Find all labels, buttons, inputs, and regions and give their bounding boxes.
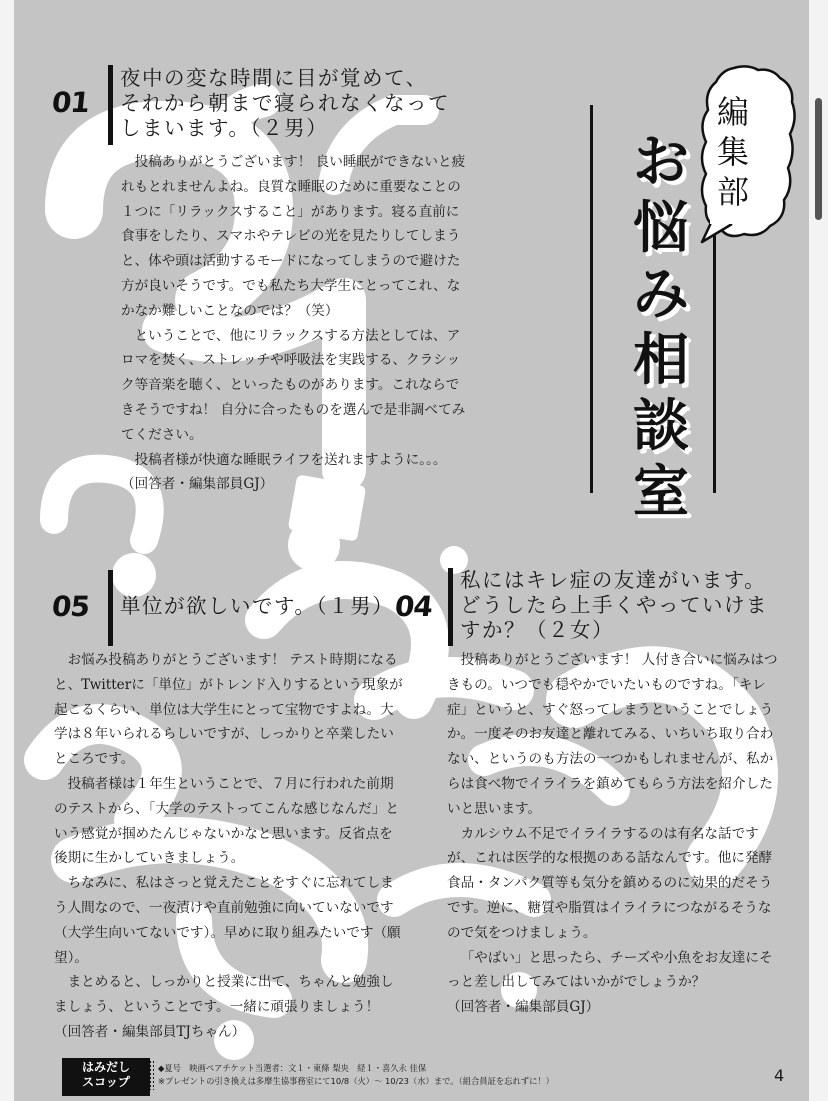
answer-signature: （回答者・編集部員TJちゃん）	[54, 1023, 246, 1040]
question-divider-04	[448, 568, 453, 646]
question-text-04	[460, 568, 790, 643]
answer-01	[121, 150, 471, 497]
question-divider-01	[108, 65, 113, 145]
title-char: 談	[633, 394, 689, 459]
bubble-char: 集	[716, 133, 749, 171]
footer-line-exchange: ※プレゼントの引き換えは多摩生協事務室にて10/8（火）～ 10/23（水）まで。（組合員証を忘れずに！）	[158, 1076, 554, 1086]
question-number-04: 04	[393, 590, 434, 623]
bubble-label	[709, 92, 757, 212]
answer-paragraph: 投稿者様は１年生ということで、７月に行われた前期のテストから、「大学のテストってこんな感じなんだ」という感覚が掴めたんじゃないかなと思います。反省点を後期に生かしていきましょう。	[54, 775, 400, 867]
answer-paragraph: 投稿ありがとうございます！ 良い睡眠ができないと疲れもとれませんよね。良質な睡眠のために重要なことの１つに「リラックスすること」があります。寝る直前に食事をしたり、スマホやテレビの光を見たりしてしまうと、体や頭は活動するモードになってしまうので避けた方が良いそうです。でも私たち大学生にとってこれ、なかなか難しいことなのでは？（笑）	[121, 154, 466, 319]
magazine-page	[14, 0, 809, 1101]
question-line: 私にはキレ症の友達がいます。	[460, 568, 767, 592]
answer-signature: （回答者・編集部員GJ）	[121, 476, 274, 493]
logo-line: スコップ	[82, 1075, 130, 1089]
logo-dot-pattern	[148, 1060, 154, 1090]
title-char: 室	[633, 460, 689, 525]
answer-paragraph: ちなみに、私はさっと覚えたことをすぐに忘れてしまう人間なので、一夜漬けや直前勉強に向いていないです（大学生向いてないです）。早めに取り組みたいです（願望）。	[54, 875, 401, 966]
title-char: お	[633, 130, 689, 195]
answer-paragraph: お悩み投稿ありがとうございます！ テスト時期になると、Twitterに「単位」がトレンド入りするという現象が起こるくらい、単位は大学生にとって宝物ですよね。大学は８年いられるらしいですが、しっかりと卒業したいところです。	[54, 652, 403, 768]
page-number: 4	[774, 1066, 785, 1085]
answer-signature: （回答者・編集部員GJ）	[447, 999, 600, 1016]
section-title	[626, 130, 696, 526]
question-line: 単位が欲しいです。（１男）	[120, 594, 395, 618]
question-text-01	[120, 66, 480, 141]
scrollbar-thumb[interactable]	[815, 98, 822, 220]
answer-paragraph: まとめると、しっかりと授業に出て、ちゃんと勉強しましょう、ということです。一緒に頑張りましょう！	[54, 974, 394, 1016]
bubble-char: 部	[716, 173, 749, 211]
question-line: しまいます。（２男）	[120, 116, 329, 140]
hamidashi-scoop-logo	[62, 1058, 150, 1096]
question-line: すか？（２女）	[460, 618, 614, 642]
answer-05	[54, 648, 406, 1045]
footer-notice	[158, 1062, 554, 1088]
answer-paragraph: 投稿ありがとうございます！ 人付き合いに悩みはつきもの。いつでも穏やかでいたいものですね。「キレ症」というと、すぐ怒ってしまうということでしょうか。一度そのお友達と離れてみる、いちいち取り合わない、というのも方法の一つかもしれませんが、私からは食べ物でイライラを鎮めてもらう方法を紹介したいと思います。	[447, 652, 778, 817]
title-char: 相	[633, 328, 689, 393]
question-text-05	[120, 594, 410, 619]
answer-paragraph: 投稿者様が快適な睡眠ライフを送れますように。。。	[134, 451, 447, 468]
question-line: どうしたら上手くやっていけま	[460, 593, 768, 617]
title-char: 悩	[633, 196, 689, 261]
question-number-01: 01	[50, 86, 91, 119]
logo-line: はみだし	[81, 1060, 130, 1074]
answer-04	[447, 648, 783, 1020]
bubble-char: 編	[716, 93, 749, 131]
question-number-05: 05	[50, 590, 91, 623]
answer-paragraph: 「やばい」と思ったら、チーズや小魚をお友達にそっと差し出してみてはいかがでしょうか？	[447, 949, 773, 991]
answer-paragraph: ということで、他にリラックスする方法としては、アロマを焚く、ストレッチや呼吸法を実践する、クラシック等音楽を聴く、といったものがあります。これならできそうですね！ 自分に合ったものを選んで是非調べてみてください。	[121, 327, 466, 443]
footer-line-winners: ◆夏号 映画ペアチケット当選者：文１・東條 梨央 経１・喜久永 佳保	[158, 1063, 427, 1073]
bg-question-dot-1	[112, 553, 156, 597]
question-divider-05	[108, 570, 113, 646]
answer-paragraph: カルシウム不足でイライラするのは有名な話ですが、これは医学的な根拠のある話なんです。他に発酵食品・タンパク質等も気分を鎮めるのに効果的だそうです。逆に、糖質や脂質はイライラにつながるそうなので気をつけましょう。	[447, 825, 773, 941]
question-line: 夜中の変な時間に目が覚めて、	[120, 66, 428, 90]
title-char: み	[633, 262, 689, 327]
question-line: それから朝まで寝られなくなって	[120, 91, 450, 115]
